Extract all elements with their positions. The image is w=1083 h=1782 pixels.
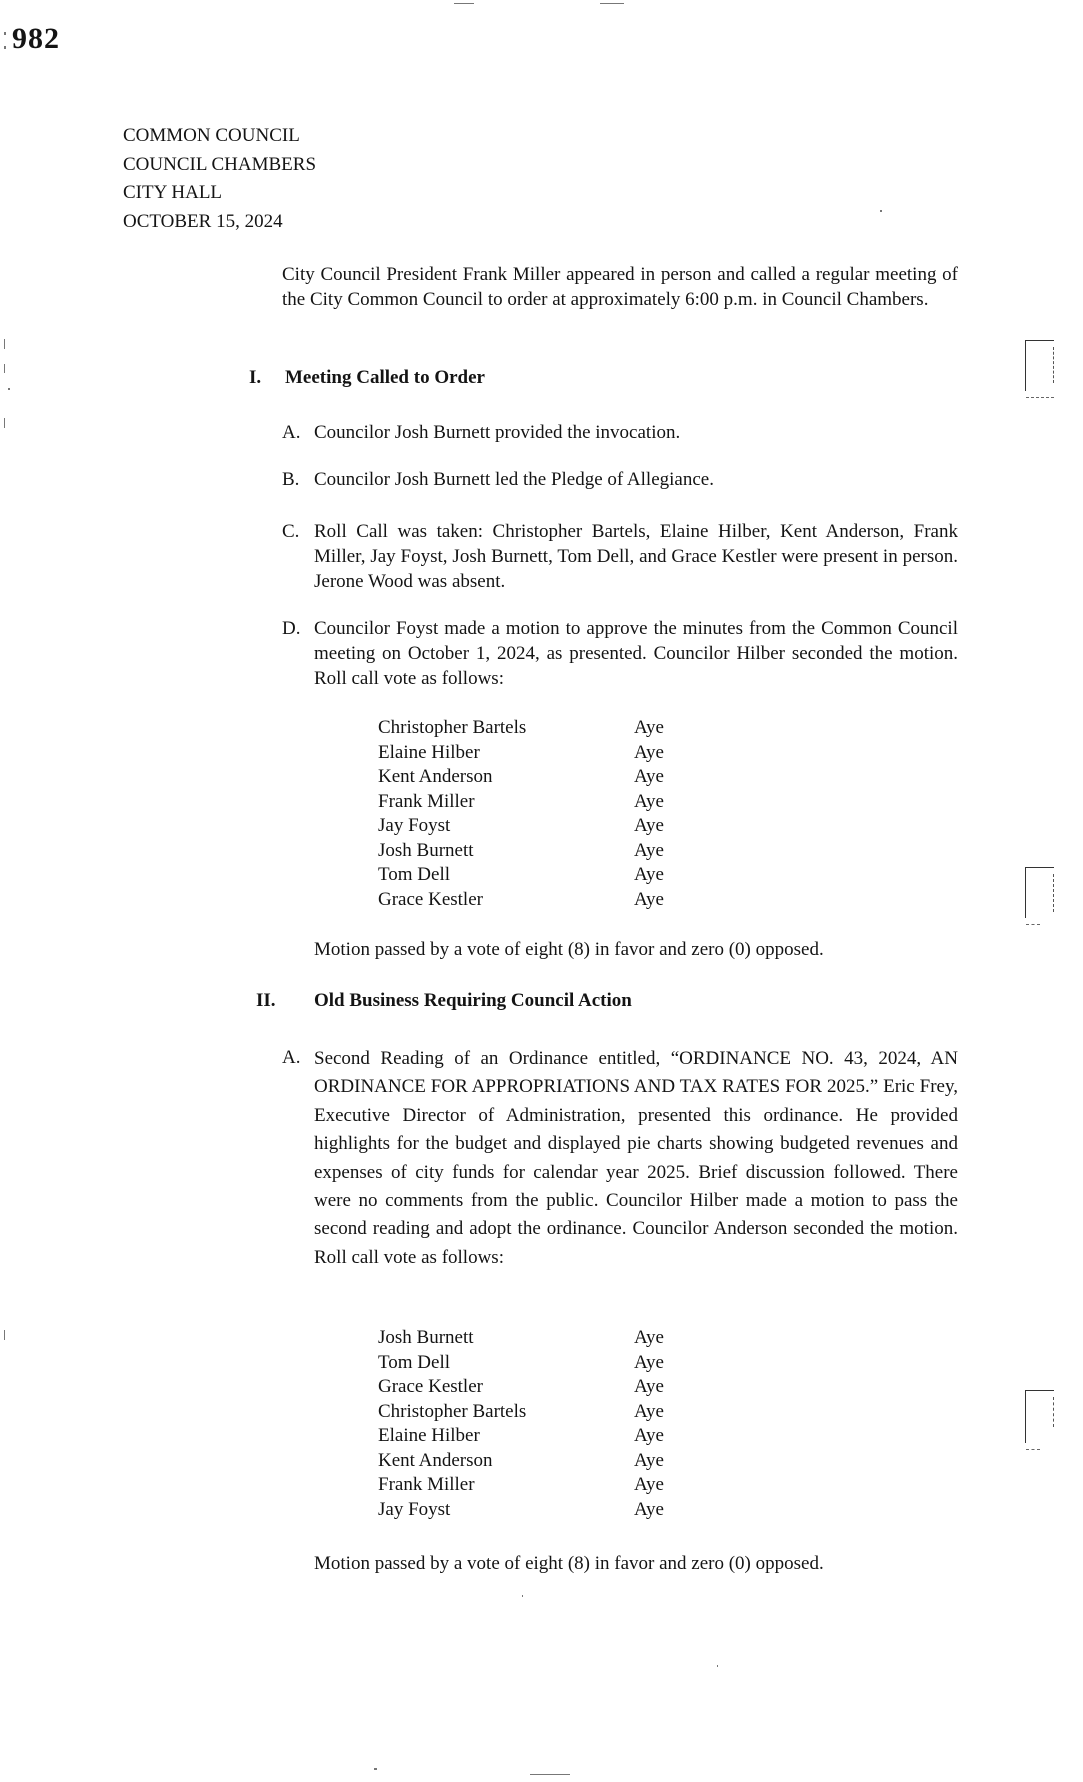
- item-letter: A.: [282, 1047, 301, 1068]
- councilor-name: Kent Anderson: [378, 766, 493, 787]
- councilor-name: Grace Kestler: [378, 1376, 483, 1397]
- margin-bracket-mark: [1025, 867, 1054, 918]
- councilor-name: Josh Burnett: [378, 839, 474, 861]
- councilor-name: Elaine Hilber: [378, 1425, 480, 1446]
- item-letter: C.: [282, 521, 300, 542]
- item-letter: B.: [282, 469, 300, 490]
- scan-speck: [4, 1330, 5, 1340]
- section-title: Old Business Requiring Council Action: [314, 990, 632, 1011]
- item-text: Councilor Josh Burnett provided the invocation.: [314, 422, 681, 443]
- header-line: COUNCIL CHAMBERS: [123, 153, 317, 175]
- vote-value: Aye: [634, 1425, 664, 1446]
- scan-speck: [4, 339, 5, 349]
- vote-value: Aye: [634, 766, 664, 787]
- vote-value: Aye: [634, 1498, 664, 1520]
- motion-result: Motion passed by a vote of eight (8) in favor and zero (0) opposed.: [314, 939, 824, 960]
- councilor-name: Frank Miller: [378, 790, 475, 812]
- meeting-date: OCTOBER 15, 2024: [123, 210, 283, 232]
- councilor-name: Josh Burnett: [378, 1327, 474, 1348]
- item-letter: A.: [282, 422, 301, 443]
- vote-value: Aye: [634, 1474, 664, 1495]
- vote-value: Aye: [634, 717, 664, 738]
- vote-value: Aye: [634, 1449, 664, 1471]
- vote-value: Aye: [634, 864, 664, 885]
- vote-value: Aye: [634, 815, 664, 836]
- item-text: Councilor Foyst made a motion to approve the minutes from the Common Council meeting on October 1, 2024, as presented. Councilor Hilber seconded the motion. Roll call vote as follows:: [314, 618, 958, 689]
- intro-paragraph: City Council President Frank Miller appeared in person and called a regular meeting of the City Common Council to order at approximately 6:00 p.m. in Council Chambers.: [282, 264, 958, 310]
- motion-result: Motion passed by a vote of eight (8) in favor and zero (0) opposed.: [314, 1553, 824, 1574]
- margin-bracket-mark: [1025, 340, 1054, 391]
- vote-value: Aye: [634, 1351, 664, 1373]
- councilor-name: Jay Foyst: [378, 815, 451, 836]
- councilor-name: Grace Kestler: [378, 888, 483, 910]
- vote-value: Aye: [634, 790, 664, 812]
- scan-speck: [600, 3, 624, 4]
- scan-speck: [4, 46, 6, 49]
- scan-speck: [4, 364, 5, 373]
- scan-speck: [374, 1768, 377, 1770]
- vote-value: Aye: [634, 1327, 664, 1348]
- margin-bracket-mark: [1025, 1390, 1054, 1443]
- item-text: Councilor Josh Burnett led the Pledge of Allegiance.: [314, 469, 714, 490]
- councilor-name: Jay Foyst: [378, 1498, 451, 1520]
- meeting-header: [123, 122, 316, 236]
- scan-speck: [717, 1665, 718, 1667]
- councilor-name: Kent Anderson: [378, 1449, 493, 1471]
- scan-speck: [530, 1774, 570, 1775]
- header-line: COMMON COUNCIL: [123, 125, 300, 146]
- scan-speck: [4, 32, 6, 35]
- councilor-name: Tom Dell: [378, 1351, 451, 1373]
- scan-speck: [880, 210, 882, 212]
- section-number: II.: [256, 990, 276, 1011]
- header-line: CITY HALL: [123, 182, 223, 203]
- councilor-name: Frank Miller: [378, 1474, 475, 1495]
- vote-value: Aye: [634, 1376, 664, 1397]
- councilor-name: Elaine Hilber: [378, 741, 480, 763]
- councilor-name: Tom Dell: [378, 864, 451, 885]
- vote-value: Aye: [634, 839, 664, 861]
- page-number: 982: [12, 22, 60, 55]
- councilor-name: Christopher Bartels: [378, 717, 527, 738]
- scan-speck: [8, 388, 10, 390]
- item-letter: D.: [282, 618, 301, 639]
- vote-value: Aye: [634, 1400, 664, 1422]
- vote-value: Aye: [634, 888, 664, 910]
- section-title: Meeting Called to Order: [285, 367, 485, 388]
- item-text: Second Reading of an Ordinance entitled, “ORDINANCE NO. 43, 2024, AN ORDINANCE FOR APPROPRIATIONS AND TAX RATES FOR 2025.” Eric Frey, Executive Director of Administration, presented this ordinance. He provided highlights for the budget and displayed pie charts showing budgeted revenues and expenses of city funds for calendar year 2025. Brief discussion followed. There were no comments from the public. Councilor Hilber made a motion to pass the second reading and adopt the ordinance. Councilor Anderson seconded the motion. Roll call vote as follows:: [314, 1048, 958, 1268]
- councilor-name: Christopher Bartels: [378, 1400, 527, 1422]
- item-text: Roll Call was taken: Christopher Bartels, Elaine Hilber, Kent Anderson, Frank Miller, Jay Foyst, Josh Burnett, Tom Dell, and Grace Kestler were present in person. Jerone Wood was absent.: [314, 521, 958, 592]
- scan-speck: [522, 1595, 523, 1597]
- section-number: I.: [249, 367, 262, 388]
- vote-value: Aye: [634, 741, 664, 763]
- scan-speck: [4, 418, 5, 428]
- scan-speck: [454, 3, 474, 4]
